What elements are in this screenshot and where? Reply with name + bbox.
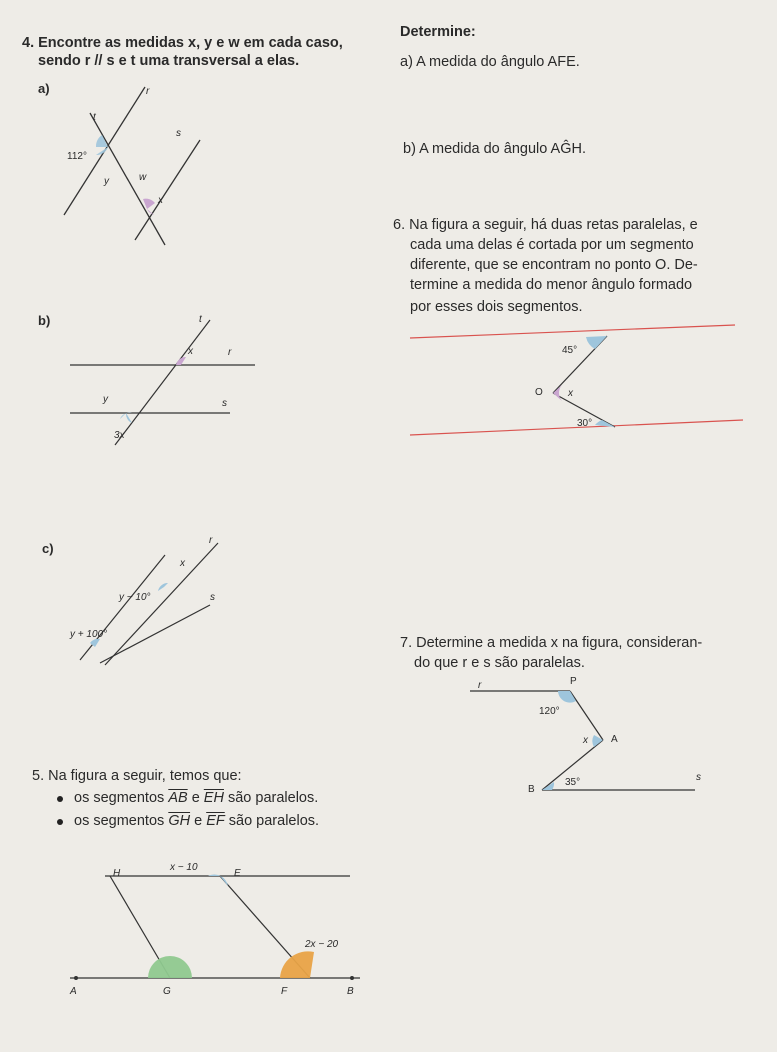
q4a-var-y: y: [104, 176, 109, 187]
q7-var-x: x: [583, 735, 588, 746]
q5-item-1-seg-eh: $\overline{EH}$: [203, 790, 224, 806]
q7-angle-35: 35°: [565, 777, 581, 788]
q7-point-b: B: [528, 784, 535, 795]
q4a-label: a): [38, 81, 50, 96]
q4-title: 4. Encontre as medidas x, y e w em cada caso,: [22, 35, 343, 51]
q4b-var-3x: 3x: [114, 430, 125, 441]
q4c-line-s: s: [210, 592, 215, 603]
q5-point-e: E: [234, 868, 241, 879]
q4c-var-x: x: [180, 558, 185, 569]
q7-point-a: A: [611, 734, 618, 745]
q5-point-f: F: [281, 986, 288, 997]
q5-item-2-mid: e: [194, 813, 203, 829]
q4c-expr-y-plus: y + 100°: [70, 629, 108, 640]
q5-expr-top: x − 10: [170, 862, 198, 873]
q4b-line-s: s: [222, 398, 227, 409]
q5-bullet-2: [57, 819, 63, 825]
q5-item-2-seg-ef: $\overline{EF}$: [206, 813, 225, 829]
q6-line-3: diferente, que se encontram no ponto O. De-: [410, 257, 698, 273]
q5-item-1-seg-ab: $\overline{AB}$: [168, 790, 188, 806]
q5-expr-right: 2x − 20: [305, 939, 339, 950]
q5-point-b: B: [347, 986, 354, 997]
q6-line-1: 6. Na figura a seguir, há duas retas paralelas, e: [393, 217, 698, 233]
q4b-line-t: t: [199, 314, 202, 325]
q4b-line-r: r: [228, 347, 232, 358]
q5-item-2-suffix: são paralelos.: [228, 813, 320, 829]
q5-title: 5. Na figura a seguir, temos que:: [32, 768, 242, 784]
q5-item-2-prefix: os segmentos: [74, 813, 165, 829]
q5-figure: [70, 860, 370, 990]
q4b-var-x: x: [188, 346, 193, 357]
q4-subtitle: sendo r // s e t uma transversal a elas.: [38, 53, 300, 69]
determine-title: Determine:: [400, 24, 476, 40]
q6-point-o: O: [535, 387, 543, 398]
q6-angle-top: 45°: [562, 345, 578, 356]
q5-item-2: [74, 812, 319, 830]
q7-line-s: s: [696, 772, 701, 783]
q6-line-4: termine a medida do menor ângulo formado: [410, 277, 693, 293]
q4c-expr-y-minus: y − 10°: [119, 592, 151, 603]
q4b-figure: [60, 315, 260, 455]
q4c-label: c): [42, 541, 54, 556]
q5-item-2-seg-gh: $\overline{GH}$: [168, 813, 191, 829]
determine-a: a) A medida do ângulo AFE.: [400, 54, 580, 70]
determine-b: b) A medida do ângulo AĜH.: [403, 141, 586, 157]
q6-angle-bottom: 30°: [577, 418, 593, 429]
q4a-line-r: r: [146, 86, 150, 97]
q5-bullet-1: [57, 796, 63, 802]
q7-point-p: P: [570, 676, 577, 687]
q5-point-a: A: [70, 986, 77, 997]
q7-line-2: do que r e s são paralelas.: [414, 655, 585, 671]
q4b-label: b): [38, 313, 51, 328]
q5-item-1-suffix: são paralelos.: [227, 790, 319, 806]
q7-line-1: 7. Determine a medida x na figura, consideran-: [400, 635, 703, 651]
q7-figure: [470, 680, 710, 800]
q4a-var-x: x: [158, 195, 163, 206]
q7-angle-120: 120°: [539, 706, 560, 717]
q5-item-1-mid: e: [191, 790, 200, 806]
q6-var-x: x: [568, 388, 573, 399]
q6-line-2: cada uma delas é cortada por um segmento: [410, 237, 694, 253]
q4a-var-w: w: [139, 172, 147, 183]
q5-point-g: G: [163, 986, 171, 997]
q4a-line-t: t: [93, 112, 96, 123]
q4b-var-y: y: [103, 394, 108, 405]
q4c-line-r: r: [209, 535, 213, 546]
q4a-figure: [50, 85, 210, 265]
q4a-line-s: s: [176, 128, 181, 139]
q5-point-h: H: [113, 868, 121, 879]
q4a-angle-112: 112°: [67, 151, 87, 162]
q7-line-r: r: [478, 680, 482, 691]
q5-item-1: [74, 789, 318, 807]
q5-item-1-prefix: os segmentos: [74, 790, 165, 806]
q6-line-5: por esses dois segmentos.: [410, 299, 583, 315]
